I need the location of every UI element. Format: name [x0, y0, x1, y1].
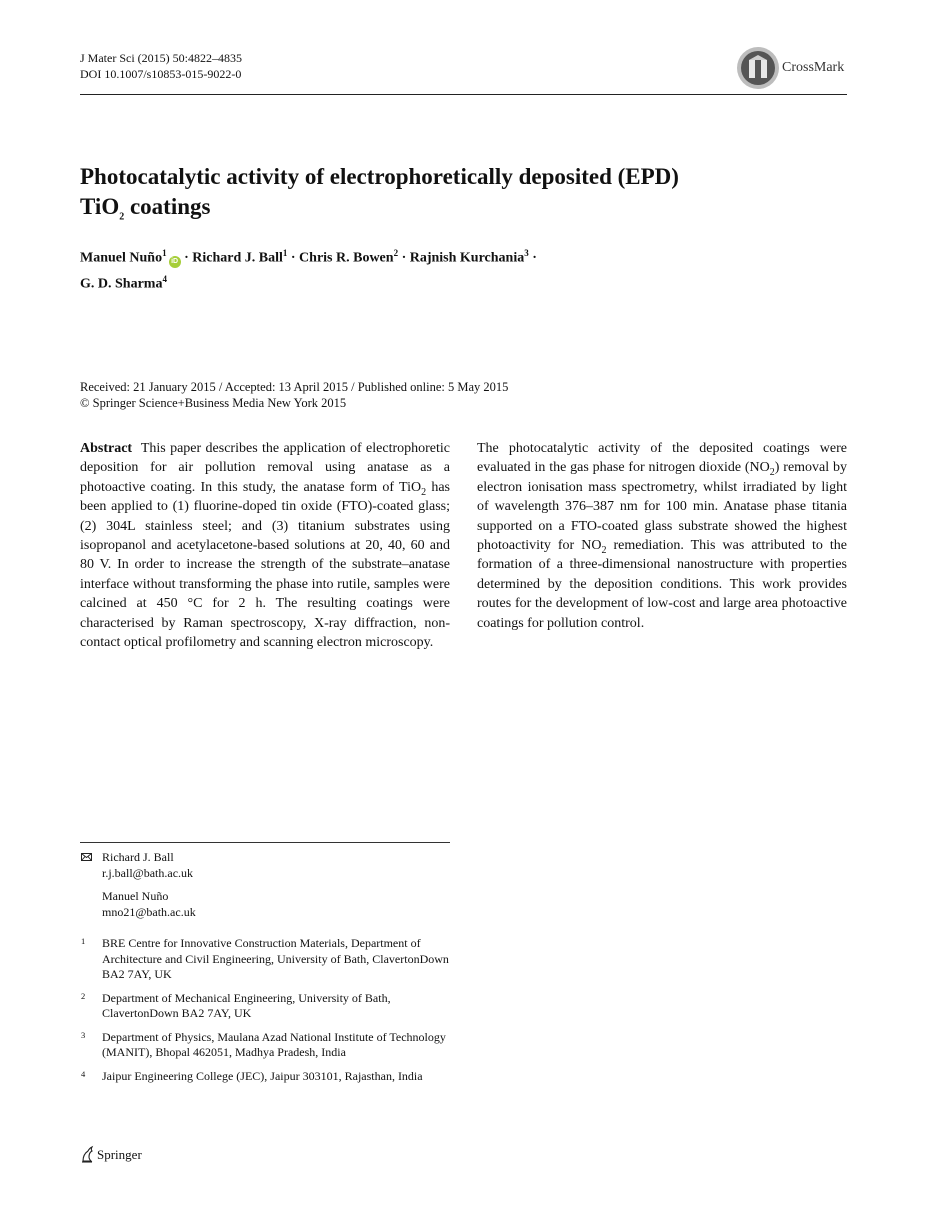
affiliation-number: 3 [81, 1029, 86, 1040]
dates-line: Received: 21 January 2015 / Accepted: 13 April 2015 / Published online: 5 May 2015 [80, 380, 509, 394]
contact-email[interactable]: mno21@bath.ac.uk [102, 904, 196, 919]
footnote-rule [80, 842, 450, 843]
affiliation-item [80, 1030, 450, 1061]
copyright-line: © Springer Science+Business Media New York 2015 [80, 396, 347, 410]
corresponding-contacts [80, 850, 450, 928]
affiliations [80, 936, 450, 1092]
journal-citation: J Mater Sci (2015) 50:4822–4835 [80, 51, 242, 65]
author-name[interactable]: Richard J. Ball [192, 250, 283, 266]
springer-horse-icon [80, 1145, 94, 1163]
affiliation-text: Jaipur Engineering College (JEC), Jaipur 303101, Rajasthan, India [102, 1068, 423, 1083]
contact-name: Manuel Nuño [102, 889, 169, 903]
contact-entry [80, 889, 450, 920]
abstract-column-right: The photocatalytic activity of the deposited coatings were evaluated in the gas phase for nitrogen dioxide $(NO_2)$ removal by electron ionisation mass spectrometry, whilst irradiated by light of wavelength 376–387 nm for 100 min. Anatase phase titania supported on a FTO-coated glass substrate showed the highest photoactivity for $NO_2$ remediation. This was attributed to the formation of a three-dimensional nanostructure with properties determined by the deposition conditions. This work provides routes for the development of low-cost and large area photoactive coatings for pollution control. [477, 441, 847, 631]
contact-email[interactable]: r.j.ball@bath.ac.uk [102, 865, 194, 880]
abstract-label: Abstract [80, 441, 133, 456]
affiliation-text: BRE Centre for Innovative Construction Materials, Department of Architecture and Civil Engineering, University of Bath, ClavertonDown BA2 7AY, UK [102, 936, 449, 981]
envelope-icon [81, 853, 92, 861]
author-name[interactable]: G. D. Sharma [80, 276, 163, 292]
affiliation-number: 1 [81, 936, 86, 946]
affiliation-item [80, 936, 450, 983]
affiliation-text: Department of Mechanical Engineering, University of Bath, ClavertonDown BA2 7AY, UK [102, 990, 391, 1020]
affiliation-item [80, 1069, 450, 1085]
publisher-name: Springer [97, 1147, 142, 1162]
contact-name: Richard J. Ball [102, 850, 174, 864]
author-list: Manuel Nuño$^1$iD · Richard J. Ball$^1$ · Chris R. Bowen$^2$ · Rajnish Kurchania$^3$ · G. D. Sharma$^4$ [80, 248, 537, 292]
affiliation-text: Department of Physics, Maulana Azad National Institute of Technology (MANIT), Bhopal 462051, Madhya Pradesh, India [102, 1029, 446, 1059]
crossmark-icon [736, 46, 780, 90]
journal-info [80, 50, 242, 82]
author-name[interactable]: Rajnish Kurchania [409, 250, 525, 266]
publication-dates [80, 379, 508, 411]
contact-entry [80, 850, 450, 881]
affiliation-number: 4 [81, 1068, 86, 1079]
doi[interactable]: DOI 10.1007/s10853-015-9022-0 [80, 67, 242, 81]
paper-title: Photocatalytic activity of electrophoretically deposited (EPD) TiO$_2$ coatings [80, 164, 679, 223]
affiliation-item [80, 991, 450, 1022]
affiliation-number: 2 [81, 990, 86, 1001]
abstract-column-left: Abstract This paper describes the application of electrophoretic deposition for air pollution removal using anatase as a photoactive coating. In this study, the anatase form of TiO$_2$ has been applied to (1) fluorine-doped tin oxide (FTO)-coated glass; (2) 304L stainless steel; and (3) titanium substrates using isopropanol and acetylacetone-based solutions at 20, 40, 60 and 80 V. In order to increase the strength of the substrate–anatase interface without transforming the phase into rutile, samples were calcined at 450 °C for 2 h. The resulting coatings were characterised by Raman spectroscopy, X-ray diffraction, non-contact optical profilometry and scanning electron microscopy. [80, 441, 450, 651]
orcid-icon[interactable]: iD [169, 256, 181, 268]
header-rule [80, 94, 847, 95]
crossmark-label: CrossMark [782, 60, 845, 75]
author-name[interactable]: Chris R. Bowen [299, 250, 394, 266]
author-name[interactable]: Manuel Nuño [80, 250, 163, 266]
crossmark-badge[interactable] [736, 46, 848, 92]
